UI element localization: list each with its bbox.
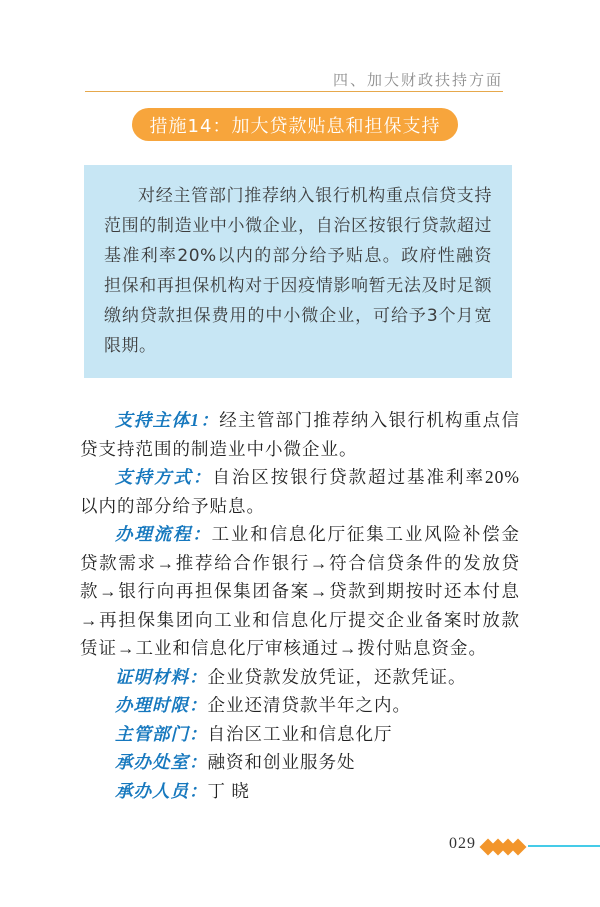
detail-text: 自治区按银行贷款超过基准利率20%以内的部分给予贴息。 [80,467,521,516]
detail-text: 融资和创业服务处 [207,752,356,772]
detail-label: 办理时限： [115,695,208,715]
detail-text: 自治区工业和信息化厅 [207,723,393,744]
detail-label: 支持主体1： [115,410,220,430]
detail-label: 主管部门： [115,723,208,744]
detail-label: 办理流程： [115,524,212,544]
detail-item-materials [80,663,520,692]
detail-label: 承办处室： [115,752,208,772]
page-number: 029 [449,835,476,852]
detail-text: 工业和信息化厅征集工业风险补偿金贷款需求→推荐给合作银行→符合信贷条件的发放贷款→银行向再担保集团备案→贷款到期按时还本付息→再担保集团向工业和信息化厅提交企业备案时放款赁证→工业和信息化厅审核通过→拨付贴息资金。 [80,524,520,658]
policy-summary-box [84,165,512,378]
detail-item-support-subject [80,406,520,463]
detail-text: 企业还清贷款半年之内。 [207,695,411,715]
detail-label: 承办人员： [115,780,208,801]
header-rule [85,91,503,92]
measure-banner [132,108,458,141]
footer-rule [528,845,600,847]
detail-item-support-method [80,463,520,520]
diamond-divider-icon [482,840,522,853]
detail-text: 经主管部门推荐纳入银行机构重点信贷支持范围的制造业中小微企业。 [80,410,521,459]
section-header: 四、加大财政扶持方面 [332,71,503,89]
detail-item-office [80,748,520,777]
detail-list [80,406,520,805]
detail-item-department [80,720,520,749]
detail-item-process [80,520,520,663]
detail-label: 支持方式： [115,467,213,487]
detail-item-time-limit [80,691,520,720]
detail-label: 证明材料： [115,666,208,687]
policy-summary-text: 对经主管部门推荐纳入银行机构重点信贷支持范围的制造业中小微企业，自治区按银行贷款超过基准利率20%以内的部分给予贴息。政府性融资担保和再担保机构对于因疫情影响暂无法及时足额缴纳贷款担保费用的中小微企业，可给予3个月宽限期。 [104,186,492,356]
measure-banner-title: 措施14：加大贷款贴息和担保支持 [149,115,441,137]
detail-text: 丁 晓 [207,780,250,801]
detail-text: 企业贷款发放凭证，还款凭证。 [207,666,467,687]
detail-item-contact-person [80,777,520,806]
diamond-icon [510,839,527,856]
